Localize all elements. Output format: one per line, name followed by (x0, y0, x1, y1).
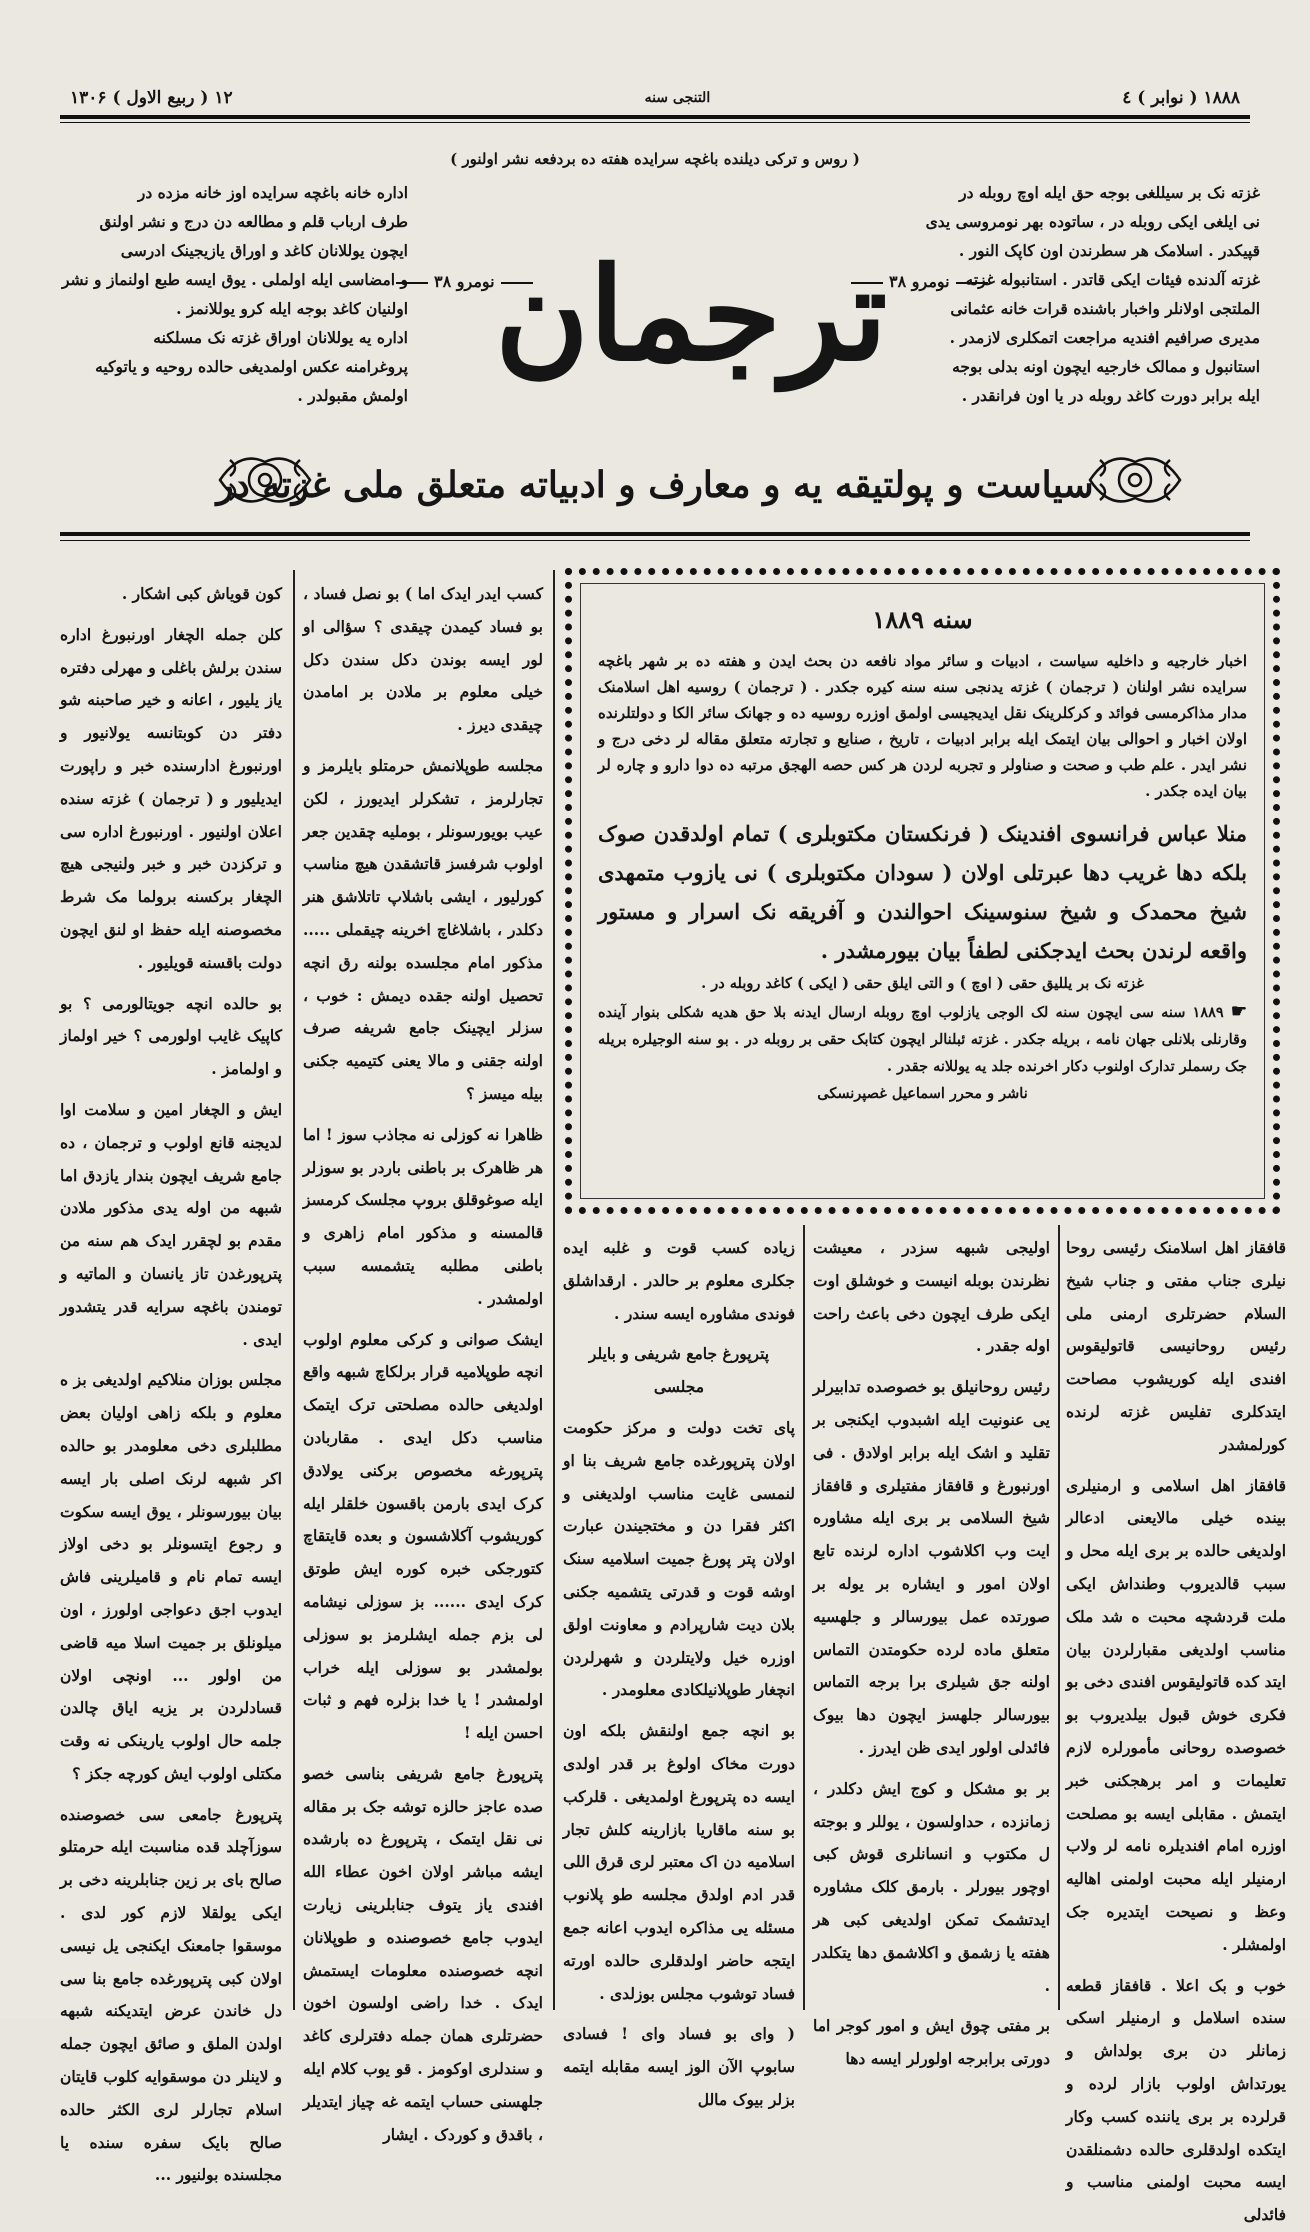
info-line: اداره خانه باغچه سرایده اوز خانه مزده در (137, 183, 408, 202)
info-line: قپیکدر . اسلامک هر سطرندن اون کاپک النور . (958, 241, 1260, 260)
paragraph: کون قویاش کبی اشکار . (121, 584, 282, 603)
top-rule-thin (60, 122, 1250, 123)
info-line: استانبول و ممالک خارجیه ایچون اونه بدلی بوجه (952, 357, 1260, 376)
paragraph: ( وای بو فساد وای ! فسادی سابوپ الآن الوز ایسه مقابله ایتمه بزلر بیوک مالل (563, 2024, 795, 2109)
paragraph: ظاهرا نه کوزلی نه مجاذب سوز ! اما هر ظاهرک بر باطنی باردر بو سوزلر ایله صوغوقلق بروپ مجلسک کرمسز قالمسنه و مذکور امام زاهری و باطنی مطلبه یتشمسه سبب اولمشدر . (303, 1124, 543, 1308)
paragraph: پترپورغ جامع شریفی بناسی خصو صده عاجز حالزه توشه جک بر مقاله نی نقل ایتمک ، پترپورغ ده بارشده ایشه مباشر اولان اخون عطاء الله افندی یاز یتوف جنابلرینی زیارت ایدوب جامع خصوصنده و طوپلانان انچه خصوصنده معلومات ایستمش ایدک . خدا راضی اولسون اخون حضرتلری همان جمله دفترلری کاغد و سندلری اوکومز . قو یوب کلام ایله جلهسنی حساب ایتمه غه چیاز ایتدیلر ، باقدق و کوردک . ایشار (303, 1763, 543, 2144)
announcement-inner-border (580, 583, 1265, 1199)
paragraph: پترپورغ جامعی سی خصوصنده سوزآچلد قده مناسبت ایله حرمتلو صالح بای بر زین جنابلرینه دخی بر ایکی یولقلا لازم کور لدی . موسقوا جامعنک ایکنجی یل نیسی اولان کبی پترپورغده جامع بنا سی دل خاندن عرض ایتدیکنه شبهه اولدن الملق و صائق ایچون جمله و لاینلر دن موسقوایه کلوب قایتان اسلام تجارلر لری الکثر حالده صالح بایک سفره سنده یا مجلسنده بولنیور ... (60, 1804, 282, 2185)
column-divider (293, 570, 295, 2010)
date-right: ١٨٨٨ ( نوابر ) ٤ (1122, 88, 1240, 108)
paragraph: مجلسه طوپلانمش حرمتلو بایلرمز و تجارلرمز ، تشکرلر ایدیورز ، لکن عیب بویورسونلر ، بوملیه چقدین جعر اولوب شرفسز قاتشقدن هیچ مناسب کورلیور ، ایشی باشلاپ تاتلاشق هنر دکلدر ، باشلاغاچ اخرینه چیقملی ..... مذکور امام مجلسده بولنه رق انچه تحصیل اولنه جقده دیمش : خوب ، سزلر ایچینک جامع شریفه صرف اولنه جقنی و مالا یعنی کتیمیه جکنی بیله میسز ؟ (303, 755, 543, 1103)
masthead (495, 210, 888, 430)
paragraph: کلن جمله الچغار اورنبورغ اداره سندن برلش باغلی و مهرلی دفتره یاز یلیور ، اعانه و خیر صاحبنه شو دفتر دن کوبتانسه یولانیور و اورنبورغ ادارسنده خبر و راپورت ایدیلیور و ( ترجمان ) غزته سنده اعلان اولنیور . اورنبورغ اداره سی و ترکزدن خبر و خبر ولنیجی هیچ الچغار برکسنه برولما مک شرط مخصوصنه ایله حفظ او لنق ایچون دولت باقسنه قویلیور . (60, 624, 282, 972)
issue-number-right: نومرو ٣٨ (845, 272, 994, 291)
announcement-highlight: منلا عباس فرانسوی افندینک ( فرنکستان مکتوبلری ) تمام اولدقدن صوک بلکه دها غریب دها عبرتلی اولان ( سودان مکتوبلری ) نی یازوب متمهدی شیخ محمدک و شیخ سنوسینک احوالندن و آفریقه نک اسرار و مستور واقعه لرندن بحث ایدجکنی لطفاً بیان بیورمشدر . (598, 821, 1247, 963)
date-left: ١٢ ( ربیع الاول ) ١٣٠۶ (70, 88, 233, 108)
column-divider (803, 1225, 805, 2010)
pointing-hand-icon: ☛ (1230, 1001, 1247, 1022)
announcement-box (565, 568, 1280, 1214)
info-line: ایله برابر دورت کاغد روبله در یا اون فرانقدر . (961, 386, 1260, 405)
paragraph: خوب و بک اعلا . قافقاز قطعه سنده اسلامل و ارمنیلر اسکی زمانلر دن بری بولداش و یورتداش اولوب بازار لرده و قرلرده بر بری یاننده کسب وکار ایتکده اولدقلری حالده دشمنلقدن ایسه محبت اولمنی مناسب و فائدلی (1066, 1975, 1286, 2225)
paragraph: بر بو مشکل و کوج ایش دکلدر ، زمانزده ، حداولسون ، یوللر و بوجته ل مکتوب و انسانلری قوش کبی اوچور بیورلر . بارمق کلک مشاوره ایدتشمک تمکن اولدیغی کبی هر هفته یا زشمق و اکلاشمق دها یتکلدر . (813, 1778, 1050, 1995)
issue-number-left: نومرو ٣٨ (390, 272, 539, 291)
paragraph: ایش و الچغار امین و سلامت اوا لدیجنه قانع اولوب و ترجمان ، ده جامع شریف ایچون بندار یازدق اما شبهه من اوله یدی مذکور ملادن مقدم بو لچقرر ایدک هم سنه من پترپورغدن تاز یانسان و الماتیه و تومندن باغچه سرایه قدر یتشدور ایدی . (60, 1099, 282, 1349)
publication-note: ( روس و ترکی دیلنده باغچه سرایده هفته ده بردفعه نشر اولنور ) (450, 150, 860, 168)
info-line: ایچون یوللانان کاغد و اوراق یازیجینک ادرسی (120, 241, 408, 260)
info-line: اولمش مقبولدر . (297, 386, 408, 405)
paragraph: مجلس بوزان منلاکیم اولدیغی بز ه معلوم و بلکه زاهی اولیان بعض مطلبلری دخی معلومدر بو حالده اکر شبهه لرنک اصلی بار ایسه بیان بیورسونلر ، یوق ایسه سکوت و رجوع ایتسونلر بو دخی اولاز ایسه تمام نام و قامیلرینی فاش ایدوب اجق دعواجی اولورز ، اون میلونلق بر جمیت اسلا میه قاضی من اولور ... اونچی اولان قسادلردن بر یزیه ایاق چالدن جلمه حال اولوب یارینکی نه وقت مکتلی اولوب ایش کورچه جکز ؟ (60, 1370, 282, 1783)
info-line: طرف ارباب قلم و مطالعه دن درج و نشر اولنق (99, 212, 408, 231)
paragraph: رئیس روحانیلق بو خصوصده تدابیرلر یی عنونیت ایله اشبدوب ایکنجی بر تقلید و اشک ایله برابر اولادق . فی اورنبورغ و قافقاز مفتیلری و قافقاز شیخ السلامی بر بری ایله مشاوره ایت وب اکلاشوب اداره لرنده تابع اولان امور و ایشاره بر یوله بر صورتده عمل بیورسالر و جلهسیه متعلق ماده لرده حکومتدن التماس اولنه جق شیلری برا برجه التماس بیورسالر جلهسز ایچون دها بیوک فائدلی اولور ایدی ظن ایدرز . (813, 1377, 1050, 1757)
info-line: اولنیان کاغد بوجه ایله کرو یوللانمز . (176, 299, 408, 318)
dash-decoration (956, 282, 988, 284)
info-line: غزته نک بر سیللغی بوجه حق ایله اوچ روبله در (959, 183, 1260, 202)
paragraph: قافقاز اهل اسلامی و ارمنیلری بینده خیلی مالایعنی ادعالر اولدیغی حالده بر بری ایله محل و سبب قالدیروب وطنداش ایکی ملت قردشچه محبت ه شد ملک مناسب اولدیغی مقبارلردن بیان ایتد کده قاتولیقوس افندی دخی بو فکری خوش قبول بیلدیروب بو خصوصده روحانی مأمورلره لازم تعلیمات و امر برهجکنی خبر ایتمش . مقابلی ایسه بو مصلحت اوزره امام افندیلره نامه لر ولاب ارمنیلر ایله محبت اولمنی اهالیه وعظ و نصیحت ایتدیره جک اولمشلر . (1066, 1475, 1286, 1954)
column-divider (1058, 1225, 1060, 2010)
announcement-price: غزته نک بر یللیق حقی ( اوچ ) و التی ایلق حقی ( ایکی ) کاغد روبله در . (701, 975, 1144, 992)
announcement-footnote: ☛ ١٨٨٩ سنه سی ایچون سنه لک الوجی یازلوب اوچ روبله ارسال ایدنه بلا حق هدیه شکلی بنوار آینده وقارنلی بلانلی جهان نامه ، بریله جکدر . غزته ئبلنالر ایچون کتابک حقی بر روبله در . بو سنه الوجیلره بریله جک رسملر تدارک اولنوب دکار اخرنده جلد یه یوللانه جقدر . (598, 1001, 1247, 1075)
year-center: التنجی سنه (644, 90, 711, 106)
info-line: و امضاسی ایله اولملی . یوق ایسه طبع اولنماز و نشر (61, 270, 408, 289)
column-divider (553, 570, 555, 2010)
paragraph: بر مفتی چوق ایش و امور کوجر اما دورتی برابرجه اولورلر ایسه دها (813, 2016, 1050, 2069)
top-rule (60, 115, 1250, 119)
info-line: پروغرامنه عکس اولمدیغی حالده روحیه و یاتوکیه (95, 357, 408, 376)
paragraph: پای تخت دولت و مرکز حکومت اولان پترپورغده جامع شریف بنا او لنمسی غایت مناسب اولدیغنی و اکثر فقرا دن و مختجیندن عبارت اولان پتر پورغ جمیت اسلامیه سنک اوشه قوت و قدرتی یتشمیه جکنی بلان دیت شارپرادم و معاونت اولق اوزره خیل ولایتلردن و شهرلردن انچغار طوپلانیلکادی معلومدر . (563, 1417, 795, 1700)
editorial-info (48, 178, 408, 410)
subtitle-band (60, 440, 1250, 530)
announcement-title: سنه ١٨٨٩ (872, 605, 973, 634)
paragraph: ایشک صوانی و کرکی معلوم اولوب انچه طوپلامیه قرار برلکاچ شبهه واقع اولدیغی حالده مصلحتی ترک ایتمک مناسب دکل ایدی . مقاربادن پترپورغه مخصوص برکنی یولادق کرک ایدی بارمن باقسون خلقلر ایله کوریشوب آکلاشسون و بعده قایتقاچ کتورجکی خبره کوره ایش طوتق کرک ایدی ...... بز سوزلی نیشامه لی بزم جمله ایشلرمز بو سوزلی بولمشدر بو سوزلی ایله خراب اولمشدر ! یا خدا بزلره فهم و ثبات احسن ایله ! (303, 1329, 543, 1743)
paragraph: زیاده کسب قوت و غلبه ایده جکلری معلوم بر حالدر . ارقداشلق فوندی مشاوره ایسه سندر . (563, 1238, 795, 1323)
paragraph: کسب ایدر ایدک اما ) بو نصل فساد ، بو فساد کیمدن چیقدی ؟ سؤالی او لور ایسه بوندن دکل سندن دکل خیلی معلوم بر ملادن بر امامدن چیقدی دیرز . (303, 584, 543, 735)
paragraph: بو انچه جمع اولنقش بلکه اون دورت مخاک اولوغ بر قدر اولدی ایسه ده پترپورغ اولمدیغی . قلرکب بو سنه ماقاریا بازارینه کلش تجار اسلامیه دن اک معتبر لری قرق اللی قدر ادم اولدق مجلسه طو پلانوب مسئله یی مذاکره ایدوب اعانه جمع ایتجه حاضر اولدقلری حالده اورته فساد توشوب مجلس بوزلدی . (563, 1721, 795, 2003)
article-column-1 (60, 578, 282, 2185)
header-bottom-rule-thin (60, 540, 1250, 541)
announcement-intro: اخبار خارجیه و داخلیه سیاست ، ادبیات و سائر مواد نافعه دن بحث ایدن و هفته ده بر شهر باغچه سرایده نشر اولنان ( ترجمان ) غزته یدنجی سنه سنه کیره جکدر . ( ترجمان ) روسیه اهل اسلامنک مدار مذاکرمسی فوائد و کرکلرینک نقل ایدیجیسی اولمق اوزره روسیه ده و جهانک سائر الکا و دولتلرنده اولان اخبار و احوالی بیان ایتمک ایله برابر ادبیات ، تاریخ ، صنایع و تجارته متعلق مقاله لر دخی درج و نشر ایدر . علم طب و صحت و صناولر و تجربه لردن هر کس حصه الهجق مرتبه ده دوا دارو و چاره لر بیان ایده جکدر . (598, 652, 1248, 800)
dash-decoration (396, 282, 428, 284)
info-line: اداره یه یوللانان اوراق غزته نک مسلکنه (153, 328, 408, 347)
subscription-info (900, 178, 1260, 410)
paragraph: قافقاز اهل اسلامنک رئیسی روحا نیلری جناب مفتی و جناب شیخ السلام حضرتلری ارمنی ملی رئیس روحانیسی قاتولیقوس افندی ایله کوریشوب مصاحت ایتدکلری تفلیس غزته لرنده کورلمشدر (1066, 1238, 1286, 1454)
announcement-signature: ناشر و محرر اسماعیل غصپرنسکی (817, 1085, 1028, 1102)
info-line: غزته آلدنده فیئات ایکی قاتدر . استانبوله غزته (965, 270, 1260, 289)
article-column-4 (813, 1232, 1050, 2069)
article-column-2 (303, 578, 543, 2144)
newspaper-title: ترجمان (495, 240, 888, 390)
article-column-5 (1066, 1232, 1286, 2225)
paragraph: اولیجی شبهه سزدر ، معیشت نظرندن بوبله انیست و خوشلق اوت ایکی طرف ایچون دخی باعث راحت اوله جقدر . (813, 1238, 1050, 1356)
info-line: الملتجی اولانلر واخبار باشنده قرات خانه عثمانی (950, 299, 1260, 318)
article-column-3 (563, 1232, 795, 2109)
paragraph: بو حالده انچه جویتالورمی ؟ بو کاپیک غایب اولورمی ؟ خیر اولماز و اولمامز . (60, 993, 282, 1079)
info-line: مدیری صرافیم افندیه مراجعت اتمکلری لازمدر . (949, 328, 1260, 347)
top-date-line (0, 88, 1310, 108)
info-line: نی ایلغی ایکی روبله در ، ساتوده بهر نومروسی یدی (925, 212, 1260, 231)
newspaper-subtitle: سیاست و پولتیقه یه و معارف و ادبیاته متعلق ملی غزته در (216, 464, 1094, 506)
header-bottom-rule (60, 532, 1250, 536)
section-heading: پترپورغ جامع شریفی و بایلر مجلسی (588, 1344, 770, 1397)
